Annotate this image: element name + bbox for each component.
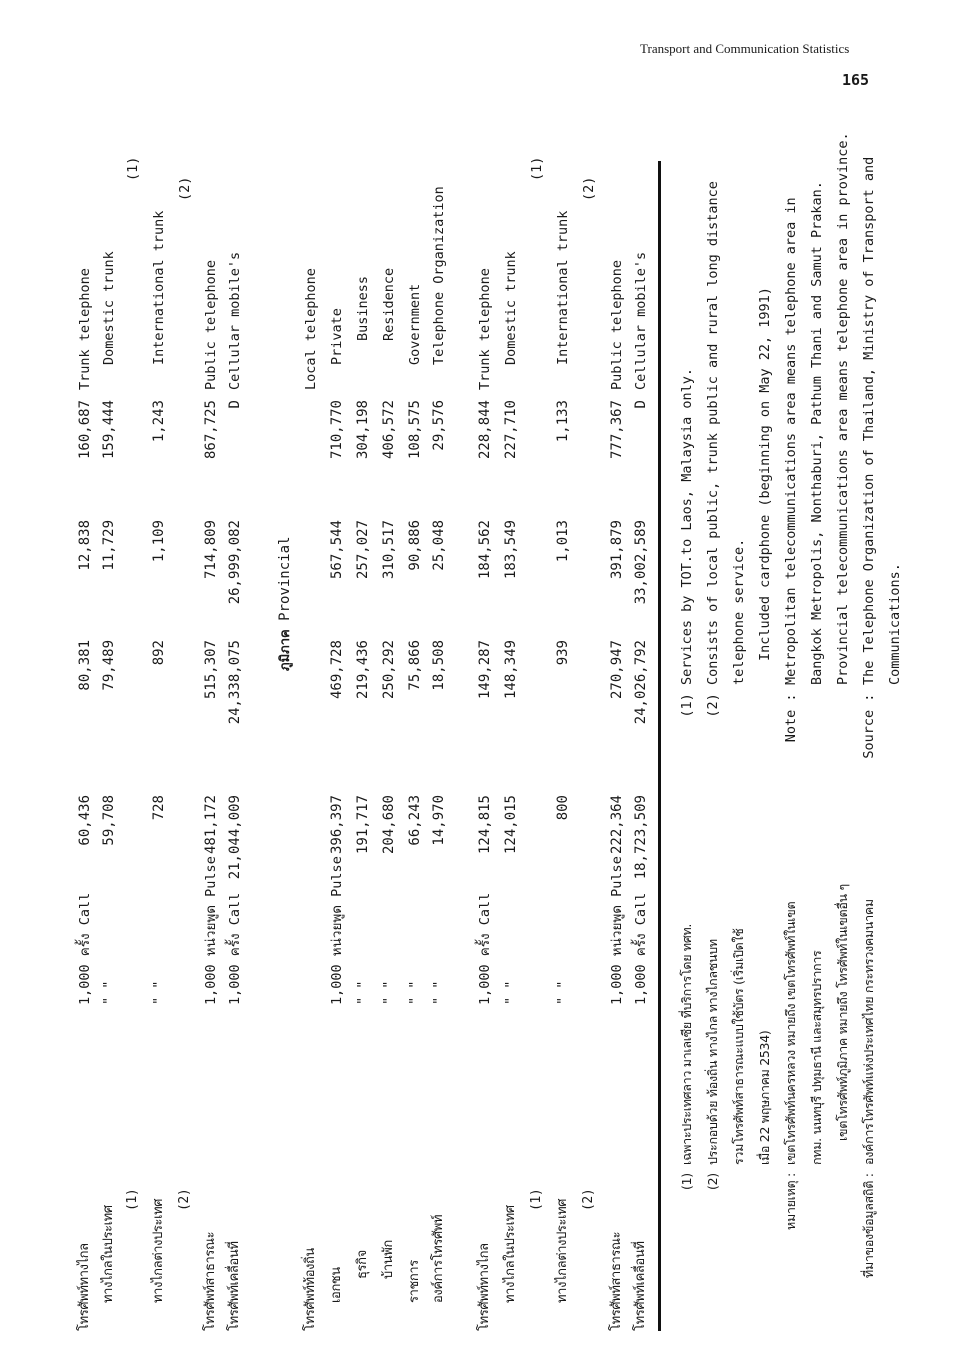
value-col-3: 257,027 xyxy=(355,520,371,580)
note-text: รวมโทรศัพท์สาธารณะแบบใช้บัตร (เริ่มเปิดใช้ xyxy=(731,928,746,1165)
row-label-english: Government xyxy=(407,283,423,365)
value-col-1: 59,708 xyxy=(101,795,117,846)
table-row xyxy=(98,0,120,1361)
row-label-thai: ทางไกลในประเทศ xyxy=(101,1205,116,1303)
row-unit: " " xyxy=(355,980,371,1005)
value-col-4: D xyxy=(227,400,243,409)
value-col-1: 728 xyxy=(151,795,167,821)
row-unit: 1,000 ครั้ง Call xyxy=(633,892,649,1005)
row-label-english: (1) xyxy=(529,156,545,181)
note-text: เฉพาะประเทศลาว มาเลเซีย ที่บริการโดย ทศท. xyxy=(679,923,694,1165)
value-col-4: 710,770 xyxy=(329,400,345,460)
row-unit: " " xyxy=(503,980,519,1005)
note-key: (1) xyxy=(679,1173,694,1190)
note-text: Bangkok Metropolis, Nonthaburi, Pathum Thani and Samut Prakan. xyxy=(809,181,825,685)
value-col-3: 26,999,082 xyxy=(227,520,243,605)
row-label-thai: องค์การโทรศัพท์ xyxy=(431,1214,446,1303)
row-label-english: Public telephone xyxy=(609,259,625,390)
table-row xyxy=(378,0,400,1361)
table-row xyxy=(148,0,170,1361)
note-key: หมายเหตุ : xyxy=(783,1173,798,1230)
note-key: Source : xyxy=(861,693,877,759)
table-row xyxy=(630,0,652,1361)
row-label-thai: (2) xyxy=(581,1188,596,1211)
value-col-4: 777,367 xyxy=(609,400,625,460)
row-unit: 1,000 ครั้ง Call xyxy=(77,892,93,1005)
row-label-english: International trunk xyxy=(151,210,167,365)
note-key: Note : xyxy=(783,693,799,743)
note-text: เมื่อ 22 พฤษภาคม 2534) xyxy=(757,1030,772,1165)
note-text: Services by TOT.to Laos, Malaysia only. xyxy=(679,368,695,685)
value-col-1: 204,680 xyxy=(381,795,397,855)
table-row xyxy=(404,0,426,1361)
row-label-english: Private xyxy=(329,308,345,365)
running-header: Transport and Communication Statistics xyxy=(640,41,850,56)
row-label-thai: ธุรกิจ xyxy=(355,1250,370,1279)
value-col-1: 14,970 xyxy=(431,795,447,846)
row-label-thai: โทรศัพท์ทางไกล xyxy=(77,1243,92,1331)
value-col-3: 90,886 xyxy=(407,520,423,571)
value-col-4: 108,575 xyxy=(407,400,423,460)
note-text: The Telephone Organization of Thailand, Ministry of Transport and xyxy=(861,156,877,685)
row-label-english: International trunk xyxy=(555,210,571,365)
row-label-thai: โทรศัพท์ท้องถิ่น xyxy=(303,1247,318,1331)
provincial-heading-th: ภูมิภาค xyxy=(278,629,293,671)
table-row xyxy=(122,0,144,1361)
value-col-3: 25,048 xyxy=(431,520,447,571)
row-unit: " " xyxy=(407,980,423,1005)
note-text: ประกอบด้วย ท้องถิ่น ทางไกล ทางไกลชนบท xyxy=(705,939,720,1165)
table-row xyxy=(552,0,574,1361)
provincial-heading xyxy=(274,537,297,671)
value-col-2: 469,728 xyxy=(329,640,345,700)
value-col-4: D xyxy=(633,400,649,409)
row-label-english: Domestic trunk xyxy=(101,251,117,365)
note-text: Consists of local public, trunk public and rural long distance xyxy=(705,181,721,685)
value-col-1: 66,243 xyxy=(407,795,423,846)
value-col-3: 310,517 xyxy=(381,520,397,580)
note-text: องค์การโทรศัพท์แห่งประเทศไทย กระทรวงคมนาคม xyxy=(861,899,876,1165)
value-col-2: 24,026,792 xyxy=(633,640,649,725)
note-text: Provincial telecommunications area means telephone area in province. xyxy=(835,132,851,685)
table-row xyxy=(326,0,348,1361)
value-col-2: 250,292 xyxy=(381,640,397,700)
table-row xyxy=(300,0,322,1361)
note-text: Metropolitan telecommunications area means telephone area in xyxy=(783,197,799,685)
value-col-3: 714,809 xyxy=(203,520,219,580)
table-row xyxy=(578,0,600,1361)
value-col-2: 270,947 xyxy=(609,640,625,700)
note-text: Included cardphone (beginning on May 22, 1991) xyxy=(757,287,773,661)
note-key: (1) xyxy=(679,693,695,718)
row-label-thai: ทางไกลต่างประเทศ xyxy=(151,1198,166,1303)
value-col-4: 406,572 xyxy=(381,400,397,460)
table-row xyxy=(174,0,196,1361)
value-col-2: 80,381 xyxy=(77,640,93,691)
value-col-2: 219,436 xyxy=(355,640,371,700)
value-col-3: 567,544 xyxy=(329,520,345,580)
row-unit: 1,000 หน่วยพูด Pulse xyxy=(609,856,625,1005)
table-row xyxy=(474,0,496,1361)
table-row xyxy=(224,0,246,1361)
value-col-3: 33,002,589 xyxy=(633,520,649,605)
value-col-2: 18,508 xyxy=(431,640,447,691)
row-label-english: (2) xyxy=(177,176,193,201)
provincial-heading-en: Provincial xyxy=(277,536,293,621)
page-number: 165 xyxy=(842,71,870,89)
value-col-4: 304,198 xyxy=(355,400,371,460)
row-label-thai: (2) xyxy=(177,1188,192,1211)
row-label-thai: (1) xyxy=(125,1188,140,1211)
value-col-2: 24,338,075 xyxy=(227,640,243,725)
value-col-3: 11,729 xyxy=(101,520,117,571)
row-label-english: Trunk telephone xyxy=(77,268,93,390)
value-col-3: 1,013 xyxy=(555,520,571,563)
table-row xyxy=(526,0,548,1361)
value-col-2: 148,349 xyxy=(503,640,519,700)
value-col-1: 60,436 xyxy=(77,795,93,846)
row-label-english: Telephone Organization xyxy=(431,186,447,365)
note-text: telephone service. xyxy=(731,538,747,685)
table-row xyxy=(606,0,628,1361)
row-unit: " " xyxy=(381,980,397,1005)
row-label-english: Local telephone xyxy=(303,268,319,390)
row-label-thai: โทรศัพท์สาธารณะ xyxy=(203,1231,218,1331)
value-col-4: 160,687 xyxy=(77,400,93,460)
value-col-4: 867,725 xyxy=(203,400,219,460)
note-key: (2) xyxy=(705,1173,720,1190)
value-col-1: 191,717 xyxy=(355,795,371,855)
row-label-english: Public telephone xyxy=(203,259,219,390)
row-label-thai: โทรศัพท์เคลื่อนที่ xyxy=(633,1241,648,1331)
row-label-english: (1) xyxy=(125,156,141,181)
row-unit: " " xyxy=(101,980,117,1005)
table-row xyxy=(200,0,222,1361)
row-unit: " " xyxy=(555,980,571,1005)
row-unit: 1,000 ครั้ง Call xyxy=(227,892,243,1005)
value-col-4: 159,444 xyxy=(101,400,117,460)
notes-divider xyxy=(658,161,661,1331)
value-col-2: 515,307 xyxy=(203,640,219,700)
row-label-english: Cellular mobile's xyxy=(633,251,649,390)
table-row xyxy=(428,0,450,1361)
value-col-1: 222,364 xyxy=(609,795,625,855)
row-unit: 1,000 ครั้ง Call xyxy=(477,892,493,1005)
row-label-english: (2) xyxy=(581,176,597,201)
value-col-2: 75,866 xyxy=(407,640,423,691)
value-col-1: 124,015 xyxy=(503,795,519,855)
value-col-1: 800 xyxy=(555,795,571,821)
value-col-4: 1,243 xyxy=(151,400,167,443)
row-label-english: Cellular mobile's xyxy=(227,251,243,390)
row-label-english: Domestic trunk xyxy=(503,251,519,365)
row-unit: " " xyxy=(151,980,167,1005)
value-col-3: 12,838 xyxy=(77,520,93,571)
value-col-1: 396,397 xyxy=(329,795,345,855)
row-label-english: Trunk telephone xyxy=(477,268,493,390)
row-label-thai: บ้านพัก xyxy=(381,1240,396,1279)
value-col-4: 1,133 xyxy=(555,400,571,443)
value-col-1: 124,815 xyxy=(477,795,493,855)
value-col-3: 391,879 xyxy=(609,520,625,580)
value-col-2: 149,287 xyxy=(477,640,493,700)
row-label-thai: เอกชน xyxy=(329,1267,344,1303)
note-text: เขตโทรศัพท์ภูมิภาค หมายถึง โทรศัพท์ในเขตอื่น ๆ xyxy=(835,884,850,1141)
note-text: Communications. xyxy=(887,563,903,685)
row-label-thai: ทางไกลต่างประเทศ xyxy=(555,1198,570,1303)
value-col-4: 227,710 xyxy=(503,400,519,460)
row-unit: 1,000 หน่วยพูด Pulse xyxy=(329,856,345,1005)
row-label-thai: โทรศัพท์ทางไกล xyxy=(477,1243,492,1331)
value-col-1: 18,723,509 xyxy=(633,795,649,880)
value-col-4: 29,576 xyxy=(431,400,447,451)
table-row xyxy=(74,0,96,1361)
value-col-3: 1,109 xyxy=(151,520,167,563)
row-label-thai: ราชการ xyxy=(407,1260,422,1303)
value-col-4: 228,844 xyxy=(477,400,493,460)
value-col-2: 892 xyxy=(151,640,167,666)
value-col-2: 79,489 xyxy=(101,640,117,691)
value-col-1: 481,172 xyxy=(203,795,219,855)
note-text: เขตโทรศัพท์นครหลวง หมายถึง เขตโทรศัพท์ในเขต xyxy=(783,901,798,1165)
note-key: ที่มาของข้อมูลสถิติ : xyxy=(861,1173,876,1278)
note-key: (2) xyxy=(705,693,721,718)
value-col-3: 183,549 xyxy=(503,520,519,580)
note-text: กทม. นนทบุรี ปทุมธานี และสมุทรปราการ xyxy=(809,950,824,1165)
row-label-thai: (1) xyxy=(529,1188,544,1211)
row-unit: " " xyxy=(431,980,447,1005)
row-label-thai: โทรศัพท์เคลื่อนที่ xyxy=(227,1241,242,1331)
row-unit: 1,000 หน่วยพูด Pulse xyxy=(203,856,219,1005)
value-col-1: 21,044,009 xyxy=(227,795,243,880)
value-col-3: 184,562 xyxy=(477,520,493,580)
table-row xyxy=(352,0,374,1361)
row-label-english: Business xyxy=(355,275,371,341)
table-row xyxy=(500,0,522,1361)
row-label-thai: โทรศัพท์สาธารณะ xyxy=(609,1231,624,1331)
row-label-english: Residence xyxy=(381,267,397,341)
row-label-thai: ทางไกลในประเทศ xyxy=(503,1205,518,1303)
value-col-2: 939 xyxy=(555,640,571,666)
